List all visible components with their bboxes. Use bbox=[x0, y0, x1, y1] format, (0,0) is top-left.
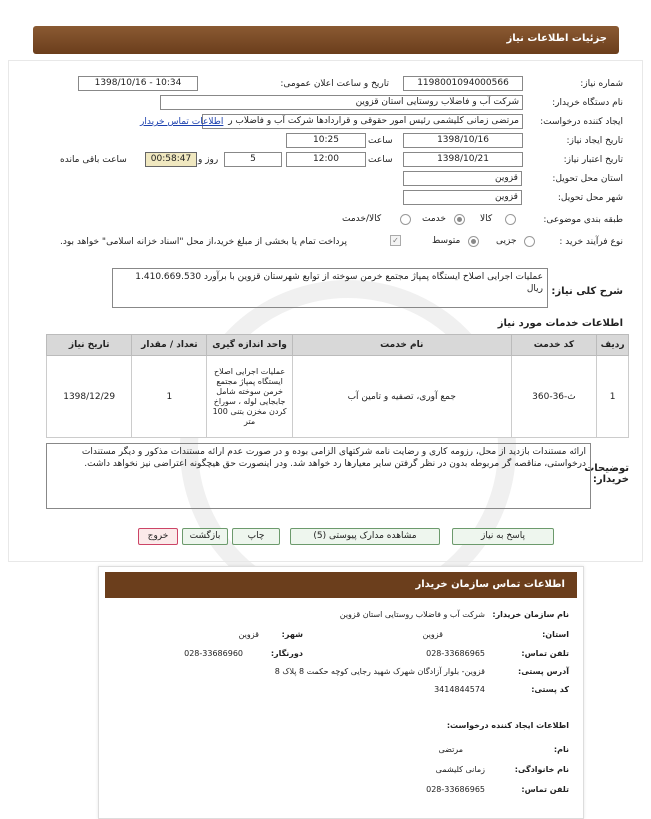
creator-family: زمانی کلیشمی bbox=[435, 765, 485, 774]
need-number-field: 1198001094000566 bbox=[403, 76, 523, 91]
treasury-checkbox[interactable]: ✓ bbox=[390, 235, 401, 246]
col-date: تاریخ نیاز bbox=[47, 335, 132, 356]
notes-label: توضیحات خریدار: bbox=[584, 463, 629, 485]
purchase-radio-medium[interactable] bbox=[468, 236, 479, 247]
row-index: 1 bbox=[597, 356, 629, 438]
category-label: طبقه بندی موضوعی: bbox=[543, 215, 623, 225]
category-option-service: خدمت bbox=[422, 214, 446, 224]
province-field: قزوین bbox=[403, 171, 522, 186]
contact-fax: 028-33686960 bbox=[184, 649, 243, 658]
contact-header bbox=[105, 572, 577, 598]
contact-fax-label: دورنگار: bbox=[270, 649, 303, 658]
contact-title: اطلاعات تماس سازمان خریدار bbox=[415, 579, 565, 590]
validity-date-field: 1398/10/21 bbox=[403, 152, 523, 167]
purchase-label: نوع فرآیند خرید : bbox=[559, 237, 623, 247]
row-date: 1398/12/29 bbox=[47, 356, 132, 438]
contact-phone: 028-33686965 bbox=[426, 649, 485, 658]
province-label: استان محل تحویل: bbox=[552, 174, 623, 184]
payment-note: پرداخت تمام یا بخشی از مبلغ خرید،از محل "اسناد خزانه اسلامی" خواهد بود. bbox=[60, 237, 348, 247]
announce-field: 1398/10/16 - 10:34 bbox=[78, 76, 198, 91]
contact-org-label: نام سازمان خریدار: bbox=[492, 610, 569, 619]
created-date-field: 1398/10/16 bbox=[403, 133, 523, 148]
row-code: ث-36-360 bbox=[511, 356, 596, 438]
category-option-goods: کالا bbox=[480, 214, 493, 224]
category-radio-both[interactable] bbox=[400, 214, 411, 225]
services-table bbox=[46, 334, 629, 438]
row-name: جمع آوری، تصفیه و تامین آب bbox=[292, 356, 511, 438]
purchase-option-minor: جزیی bbox=[496, 236, 517, 246]
page-header bbox=[33, 26, 619, 54]
row-qty: 1 bbox=[132, 356, 207, 438]
need-number-label: شماره نیاز: bbox=[580, 79, 623, 89]
creator-phone: 028-33686965 bbox=[426, 785, 485, 794]
notes-field: ارائه مستندات بازدید از محل، رزومه کاری و رضایت نامه شرکتهای الزامی بوده و در صورت عدم ارائه مستندات مذکور و دیگر مستندات درخواستی، مناقصه گر مربوطه بدون در نظر گرفتن سایر معیارها رد خواهد شد. ودر اینصورت حق هیچگونه اعتراضی نیز نخواهد داشت. bbox=[46, 443, 591, 509]
contact-city: قزوین bbox=[238, 630, 259, 639]
purchase-option-medium: متوسط bbox=[432, 236, 461, 246]
buyer-contact-link[interactable]: اطلاعات تماس خریدار bbox=[140, 117, 224, 127]
reply-button[interactable]: پاسخ به نیاز bbox=[452, 528, 554, 545]
creator-info-title: اطلاعات ایجاد کننده درخواست: bbox=[446, 721, 569, 730]
category-option-both: کالا/خدمت bbox=[342, 214, 382, 224]
table-row bbox=[47, 356, 629, 438]
col-qty: تعداد / مقدار bbox=[132, 335, 207, 356]
col-index: ردیف bbox=[597, 335, 629, 356]
created-time-field: 10:25 bbox=[286, 133, 366, 148]
created-date-label: تاریخ ایجاد نیاز: bbox=[566, 136, 623, 146]
contact-address: قزوین- بلوار آزادگان شهرک شهید رجایی کوچه حکمت 8 پلاک 8 bbox=[274, 667, 485, 676]
validity-time-label: ساعت bbox=[368, 155, 393, 165]
back-button[interactable]: بازگشت bbox=[182, 528, 228, 545]
buyer-label: نام دستگاه خریدار: bbox=[552, 98, 623, 108]
contact-postal: 3414844574 bbox=[434, 685, 485, 694]
contact-phone-label: تلفن تماس: bbox=[521, 649, 569, 658]
services-title: اطلاعات خدمات مورد نیاز bbox=[497, 318, 623, 329]
description-field: عملیات اجرایی اصلاح ایستگاه پمپاژ مجتمع خرمن سوخته از توابع شهرستان قزوین با برآورد 1.410.669.530 ریال bbox=[112, 268, 548, 308]
exit-button[interactable]: خروج bbox=[138, 528, 178, 545]
contact-province: قزوین bbox=[422, 630, 443, 639]
description-label: شرح کلی نیاز: bbox=[551, 286, 623, 297]
city-field: قزوین bbox=[403, 190, 522, 205]
page-title: جزئیات اطلاعات نیاز bbox=[506, 33, 607, 44]
contact-city-label: شهر: bbox=[281, 630, 303, 639]
announce-label: تاریخ و ساعت اعلان عمومی: bbox=[280, 79, 389, 89]
attachments-button[interactable]: مشاهده مدارک پیوستی (5) bbox=[290, 528, 440, 545]
category-radio-goods[interactable] bbox=[505, 214, 516, 225]
creator-name-label: نام: bbox=[553, 745, 569, 754]
row-unit: عملیات اجرایی اصلاح ایستگاه پمپاژ مجتمع خرمن سوخته شامل جابجایی لوله ، سوراخ کردن مخزن بتنی 100 متر bbox=[207, 356, 292, 438]
days-field: 5 bbox=[224, 152, 282, 167]
creator-field: مرتضی زمانی کلیشمی رئیس امور حقوقی و قراردادها شرکت آب و فاضلاب ر bbox=[202, 114, 523, 129]
col-unit: واحد اندازه گیری bbox=[207, 335, 292, 356]
city-label: شهر محل تحویل: bbox=[557, 193, 623, 203]
contact-org: شرکت آب و فاضلاب روستایی استان قزوین bbox=[339, 610, 485, 619]
contact-postal-label: کد پستی: bbox=[531, 685, 569, 694]
creator-name: مرتضی bbox=[438, 745, 463, 754]
validity-label: تاریخ اعتبار نیاز: bbox=[563, 155, 623, 165]
contact-province-label: استان: bbox=[542, 630, 569, 639]
buyer-field: شرکت آب و فاضلاب روستایی استان قزوین bbox=[160, 95, 523, 110]
created-time-label: ساعت bbox=[368, 136, 393, 146]
remaining-field: 00:58:47 bbox=[145, 152, 197, 167]
col-code: کد خدمت bbox=[511, 335, 596, 356]
contact-address-label: آدرس پستی: bbox=[518, 667, 569, 676]
creator-phone-label: تلفن تماس: bbox=[521, 785, 569, 794]
print-button[interactable]: چاپ bbox=[232, 528, 280, 545]
days-label: روز و bbox=[198, 155, 219, 165]
creator-family-label: نام خانوادگی: bbox=[514, 765, 569, 774]
contact-card bbox=[98, 566, 584, 819]
creator-label: ایجاد کننده درخواست: bbox=[540, 117, 623, 127]
validity-time-field: 12:00 bbox=[286, 152, 366, 167]
category-radio-service[interactable] bbox=[454, 214, 465, 225]
purchase-radio-minor[interactable] bbox=[524, 236, 535, 247]
remaining-label: ساعت باقی مانده bbox=[60, 155, 127, 165]
col-name: نام خدمت bbox=[292, 335, 511, 356]
